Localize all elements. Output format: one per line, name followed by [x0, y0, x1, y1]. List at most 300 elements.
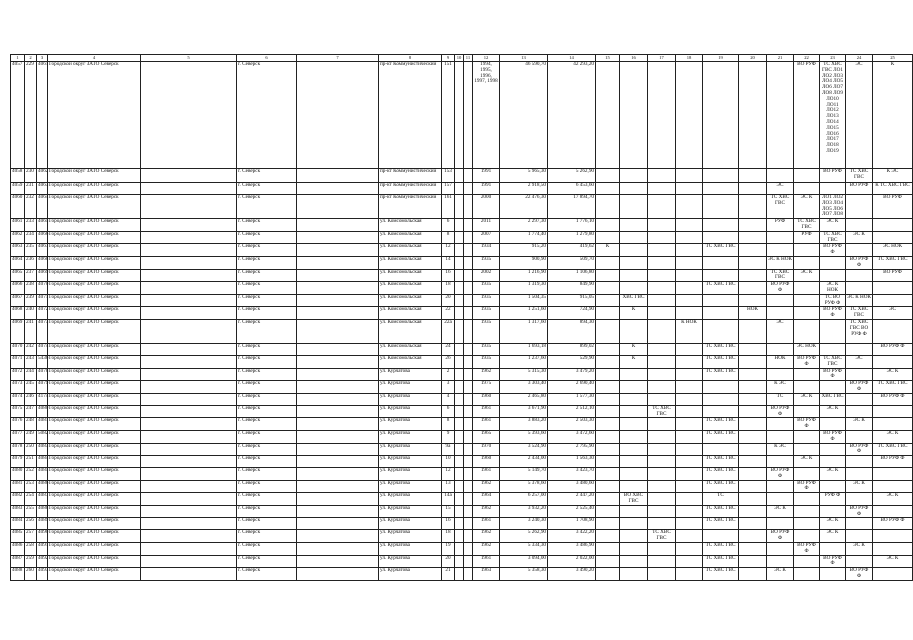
cell-house-number: 20 [442, 555, 455, 568]
cell-col22 [794, 405, 820, 418]
cell-col18 [676, 294, 703, 307]
cell-city: г. Северск [237, 319, 297, 343]
cell-total-area: 1 237,60 [500, 355, 548, 368]
cell-col20 [739, 555, 767, 568]
cell-living-area: 1 106,80 [548, 269, 596, 282]
cell-col16 [620, 319, 648, 343]
cell-col21: ТС ХВС ГВС [767, 269, 794, 282]
cell-build-year: 1964 [473, 493, 500, 506]
cell-col24: ВО РУФ Ф [846, 568, 873, 581]
cell-house-number: 18 [442, 282, 455, 295]
cell-total-area: 3 524,90 [500, 443, 548, 456]
cell-col7 [297, 381, 379, 394]
cell-col7 [297, 505, 379, 518]
cell-house-number: 12 [442, 468, 455, 481]
cell-col22 [794, 381, 820, 394]
table-row [11, 468, 913, 481]
cell-build-year: 1991 [473, 169, 500, 183]
header-cell: 16 [620, 55, 648, 62]
cell-col19: ТС ХВС ГВС [703, 456, 739, 468]
cell-col19 [703, 405, 739, 418]
cell-col19 [703, 195, 739, 219]
cell-col21: К ЭС [767, 381, 794, 394]
cell-col7 [297, 405, 379, 418]
cell-col10 [455, 195, 464, 219]
cell-col10 [455, 480, 464, 493]
cell-street: ул. Курчатова [379, 505, 442, 518]
cell-col17 [648, 282, 676, 295]
cell-col22 [794, 443, 820, 456]
cell-col17 [648, 355, 676, 368]
cell-col21 [767, 231, 794, 244]
cell-col25: ЭС К [873, 430, 913, 443]
cell-col5 [141, 355, 237, 368]
cell-col25: ТС ХВС ГВС [873, 443, 913, 456]
cell-col23: ВО РУФ Ф [820, 555, 846, 568]
cell-col20 [739, 244, 767, 257]
cell-col17 [648, 231, 676, 244]
cell-total-area: 3 932,20 [500, 505, 548, 518]
cell-reg-number: 4066 [11, 282, 25, 295]
cell-living-area: 5 262,90 [548, 169, 596, 183]
cell-col17 [648, 568, 676, 581]
cell-living-area: 3 486,90 [548, 543, 596, 556]
cell-owner-name: Городской округ ЗАТО Северск [48, 294, 141, 307]
cell-owner-name: Городской округ ЗАТО Северск [48, 269, 141, 282]
cell-reg-number: 4067 [11, 294, 25, 307]
cell-total-area: 5 315,30 [500, 368, 548, 381]
cell-col22: ВО РУФ [794, 62, 820, 169]
cell-col23 [820, 443, 846, 456]
cell-street: ул. Комсомольская [379, 307, 442, 320]
cell-col21 [767, 62, 794, 169]
cell-object-code: 4065 [37, 219, 48, 232]
cell-col18 [676, 568, 703, 581]
cell-col25 [873, 530, 913, 543]
cell-build-year: 1961 [473, 405, 500, 418]
cell-col17 [648, 307, 676, 320]
cell-reg-number: 4062 [11, 231, 25, 244]
cell-col16 [620, 543, 648, 556]
cell-col7 [297, 219, 379, 232]
cell-col17 [648, 319, 676, 343]
table-row [11, 355, 913, 368]
cell-col17 [648, 294, 676, 307]
cell-living-area: 1 577,30 [548, 393, 596, 405]
cell-row-number: 240 [25, 307, 37, 320]
cell-col10 [455, 169, 464, 183]
table-row [11, 169, 913, 183]
cell-owner-name: Городской округ ЗАТО Северск [48, 343, 141, 355]
cell-col23 [820, 381, 846, 394]
cell-col5 [141, 568, 237, 581]
cell-col24 [846, 343, 873, 355]
cell-col16 [620, 530, 648, 543]
cell-col19: ТС ХВС ГВС [703, 543, 739, 556]
cell-city: г. Северск [237, 418, 297, 431]
cell-col19: ТС ХВС ГВС [703, 518, 739, 530]
cell-col5 [141, 505, 237, 518]
cell-col25: ТС ХВС ГВС [873, 381, 913, 394]
cell-row-number: 231 [25, 183, 37, 195]
cell-build-year: 2007 [473, 231, 500, 244]
cell-col23 [820, 343, 846, 355]
cell-city: г. Северск [237, 393, 297, 405]
cell-owner-name: Городской округ ЗАТО Северск [48, 568, 141, 581]
cell-house-number: 9а [442, 443, 455, 456]
cell-reg-number: 4088 [11, 568, 25, 581]
cell-col7 [297, 319, 379, 343]
cell-col21: НОК [767, 355, 794, 368]
cell-col18 [676, 518, 703, 530]
cell-city: г. Северск [237, 505, 297, 518]
cell-col22 [794, 468, 820, 481]
cell-street: ул. Курчатова [379, 530, 442, 543]
cell-col11 [464, 456, 473, 468]
cell-reg-number: 4086 [11, 543, 25, 556]
cell-col10 [455, 282, 464, 295]
cell-street: ул. Курчатова [379, 468, 442, 481]
cell-total-area: 5 262,90 [500, 530, 548, 543]
cell-col10 [455, 269, 464, 282]
cell-col7 [297, 555, 379, 568]
cell-col21: ЭС К [767, 505, 794, 518]
cell-col11 [464, 231, 473, 244]
cell-col7 [297, 456, 379, 468]
cell-street: ул. Курчатова [379, 381, 442, 394]
cell-col21 [767, 418, 794, 431]
cell-owner-name: Городской округ ЗАТО Северск [48, 282, 141, 295]
cell-col22 [794, 493, 820, 506]
cell-col19: ТС ХВС ГВС [703, 430, 739, 443]
cell-col10 [455, 381, 464, 394]
cell-col11 [464, 195, 473, 219]
cell-reg-number: 4075 [11, 405, 25, 418]
cell-col17: ТС ХВС ГВС [648, 405, 676, 418]
cell-col5 [141, 368, 237, 381]
cell-col16 [620, 62, 648, 169]
cell-object-code: 4067 [37, 244, 48, 257]
cell-col20 [739, 368, 767, 381]
cell-col24: ВО РУФ Ф [846, 505, 873, 518]
cell-col18 [676, 430, 703, 443]
cell-living-area: 2 503,30 [548, 418, 596, 431]
cell-col23: ЭС К НОК [820, 282, 846, 295]
cell-object-code: 4071 [37, 294, 48, 307]
header-cell: 4 [48, 55, 141, 62]
table-row [11, 418, 913, 431]
cell-col19 [703, 256, 739, 269]
cell-street: ул. Комсомольская [379, 282, 442, 295]
cell-build-year: 1962 [473, 530, 500, 543]
table-row [11, 343, 913, 355]
cell-total-area: 5 378,60 [500, 480, 548, 493]
cell-col7 [297, 343, 379, 355]
cell-col5 [141, 493, 237, 506]
cell-object-code: 4093 [37, 568, 48, 581]
cell-col16 [620, 195, 648, 219]
cell-col5 [141, 381, 237, 394]
cell-reg-number: 4087 [11, 555, 25, 568]
cell-object-code: 4063 [37, 183, 48, 195]
cell-build-year: 1934 [473, 244, 500, 257]
cell-reg-number: 4064 [11, 256, 25, 269]
cell-build-year: 2002 [473, 269, 500, 282]
cell-owner-name: Городской округ ЗАТО Северск [48, 355, 141, 368]
cell-col16 [620, 269, 648, 282]
cell-col17 [648, 543, 676, 556]
cell-owner-name: Городской округ ЗАТО Северск [48, 468, 141, 481]
cell-col16 [620, 169, 648, 183]
cell-col11 [464, 381, 473, 394]
cell-col11 [464, 468, 473, 481]
table-row [11, 368, 913, 381]
cell-col10 [455, 256, 464, 269]
cell-col19: ТС ХВС ГВС [703, 368, 739, 381]
cell-col10 [455, 443, 464, 456]
cell-living-area: 2 022,00 [548, 555, 596, 568]
cell-owner-name: Городской округ ЗАТО Северск [48, 493, 141, 506]
cell-col10 [455, 418, 464, 431]
cell-col17 [648, 505, 676, 518]
cell-street: ул. Комсомольская [379, 269, 442, 282]
table-row [11, 256, 913, 269]
cell-col22 [794, 183, 820, 195]
cell-object-code: 4092 [37, 555, 48, 568]
cell-city: г. Северск [237, 282, 297, 295]
cell-build-year: 1935 [473, 282, 500, 295]
cell-house-number: 157 [442, 183, 455, 195]
table-row [11, 244, 913, 257]
cell-living-area: 1 563,30 [548, 456, 596, 468]
cell-row-number: 233 [25, 219, 37, 232]
cell-col5 [141, 555, 237, 568]
cell-object-code: 4070 [37, 282, 48, 295]
cell-col11 [464, 480, 473, 493]
cell-col15 [596, 543, 620, 556]
cell-reg-number: 4072 [11, 368, 25, 381]
cell-object-code: 4078 [37, 368, 48, 381]
cell-house-number: 21 [442, 568, 455, 581]
cell-col15 [596, 493, 620, 506]
cell-col22 [794, 530, 820, 543]
cell-street: ул. Курчатова [379, 393, 442, 405]
cell-build-year: 1970 [473, 443, 500, 456]
table-row [11, 530, 913, 543]
cell-owner-name: Городской округ ЗАТО Северск [48, 505, 141, 518]
cell-total-area: 1 774,40 [500, 231, 548, 244]
cell-col11 [464, 282, 473, 295]
cell-house-number: 20 [442, 294, 455, 307]
cell-house-number: 19 [442, 543, 455, 556]
cell-col15 [596, 294, 620, 307]
cell-house-number: 4 [442, 393, 455, 405]
cell-row-number: 257 [25, 530, 37, 543]
cell-col18 [676, 244, 703, 257]
cell-reg-number: 4074 [11, 393, 25, 405]
cell-col21: ТС [767, 393, 794, 405]
cell-col21: К ЭС [767, 443, 794, 456]
cell-col23: ВО РУФ Ф [820, 430, 846, 443]
cell-object-code: 4074 [37, 343, 48, 355]
cell-reg-number: 4069 [11, 319, 25, 343]
cell-col20 [739, 418, 767, 431]
cell-street: ул. Курчатова [379, 368, 442, 381]
cell-col20: НОК [739, 307, 767, 320]
cell-col24 [846, 456, 873, 468]
cell-owner-name: Городской округ ЗАТО Северск [48, 381, 141, 394]
cell-col5 [141, 418, 237, 431]
cell-col7 [297, 307, 379, 320]
cell-build-year: 2000 [473, 195, 500, 219]
cell-owner-name: Городской округ ЗАТО Северск [48, 480, 141, 493]
cell-living-area: 3 479,20 [548, 368, 596, 381]
cell-city: г. Северск [237, 343, 297, 355]
cell-house-number: 22а [442, 319, 455, 343]
cell-object-code: 4089 [37, 518, 48, 530]
cell-col22 [794, 430, 820, 443]
cell-owner-name: Городской округ ЗАТО Северск [48, 169, 141, 183]
cell-col17 [648, 418, 676, 431]
cell-row-number: 260 [25, 568, 37, 581]
cell-col21 [767, 368, 794, 381]
cell-col25 [873, 418, 913, 431]
cell-house-number: 15 [442, 505, 455, 518]
cell-city: г. Северск [237, 518, 297, 530]
cell-col18 [676, 505, 703, 518]
cell-object-code: 4174 [37, 393, 48, 405]
cell-col20 [739, 543, 767, 556]
cell-street: ул. Курчатова [379, 493, 442, 506]
cell-col25: ВО РУФ Ф [873, 518, 913, 530]
header-cell: 18 [676, 55, 703, 62]
cell-col18 [676, 456, 703, 468]
cell-col15 [596, 183, 620, 195]
cell-col15 [596, 468, 620, 481]
cell-col11 [464, 219, 473, 232]
cell-col21 [767, 430, 794, 443]
cell-living-area: 2 690,40 [548, 381, 596, 394]
cell-col17 [648, 343, 676, 355]
cell-col20 [739, 343, 767, 355]
cell-total-area: 3 240,30 [500, 518, 548, 530]
cell-col7 [297, 368, 379, 381]
cell-col21 [767, 543, 794, 556]
cell-col20 [739, 493, 767, 506]
cell-city: г. Северск [237, 195, 297, 219]
cell-reg-number: 4060 [11, 195, 25, 219]
cell-col21: ЭС К [767, 568, 794, 581]
cell-col7 [297, 430, 379, 443]
cell-total-area: 5 334,30 [500, 543, 548, 556]
cell-object-code: 4088 [37, 505, 48, 518]
cell-house-number: 16 [442, 269, 455, 282]
header-cell: 25 [873, 55, 913, 62]
cell-row-number: 229 [25, 62, 37, 169]
cell-col15 [596, 269, 620, 282]
cell-col15 [596, 231, 620, 244]
cell-col15 [596, 195, 620, 219]
cell-col15 [596, 368, 620, 381]
cell-col18 [676, 343, 703, 355]
cell-total-area: 900,90 [500, 256, 548, 269]
cell-col5 [141, 480, 237, 493]
cell-col16: К [620, 343, 648, 355]
header-cell: 5 [141, 55, 237, 62]
cell-col11 [464, 244, 473, 257]
cell-col7 [297, 568, 379, 581]
cell-total-area: 915,20 [500, 244, 548, 257]
cell-col19 [703, 530, 739, 543]
cell-city: г. Северск [237, 169, 297, 183]
cell-col11 [464, 355, 473, 368]
cell-col23 [820, 480, 846, 493]
cell-row-number: 243 [25, 355, 37, 368]
cell-reg-number: 4080 [11, 468, 25, 481]
cell-col10 [455, 355, 464, 368]
cell-total-area: 6 257,00 [500, 493, 548, 506]
cell-col22 [794, 244, 820, 257]
cell-col20 [739, 430, 767, 443]
cell-object-code: 4068 [37, 256, 48, 269]
cell-col22 [794, 307, 820, 320]
cell-street: ул. Комсомольская [379, 219, 442, 232]
cell-col20 [739, 456, 767, 468]
cell-col7 [297, 493, 379, 506]
cell-col10 [455, 530, 464, 543]
cell-reg-number: 4070 [11, 343, 25, 355]
table-row [11, 443, 913, 456]
table-row [11, 381, 913, 394]
cell-col7 [297, 468, 379, 481]
cell-col22 [794, 555, 820, 568]
cell-col10 [455, 456, 464, 468]
cell-col5 [141, 468, 237, 481]
cell-col7 [297, 183, 379, 195]
cell-build-year: 1962 [473, 368, 500, 381]
cell-city: г. Северск [237, 368, 297, 381]
cell-build-year: 1935 [473, 294, 500, 307]
cell-owner-name: Городской округ ЗАТО Северск [48, 555, 141, 568]
cell-total-area: 2 465,80 [500, 393, 548, 405]
cell-col19 [703, 219, 739, 232]
header-cell: 22 [794, 55, 820, 62]
cell-col23: ЭС К [820, 405, 846, 418]
table-row [11, 282, 913, 295]
cell-col25: ЭС К [873, 368, 913, 381]
cell-house-number: 14а [442, 493, 455, 506]
cell-col19: ТС ХВС ГВС [703, 468, 739, 481]
cell-col11 [464, 307, 473, 320]
cell-build-year: 1963 [473, 568, 500, 581]
cell-living-area: 6 453,60 [548, 183, 596, 195]
cell-house-number: 6 [442, 405, 455, 418]
cell-col15 [596, 456, 620, 468]
cell-col22: ЭС К [794, 456, 820, 468]
cell-col20 [739, 468, 767, 481]
cell-col23: ЭС К [820, 468, 846, 481]
cell-col24 [846, 219, 873, 232]
cell-col25: ЭС К [873, 555, 913, 568]
cell-reg-number: 4059 [11, 183, 25, 195]
cell-col5 [141, 430, 237, 443]
header-cell: 12 [473, 55, 500, 62]
cell-col15 [596, 256, 620, 269]
cell-col25: ВО РУФ [873, 269, 913, 282]
cell-col23: ТС ВО РУФ Ф [820, 294, 846, 307]
cell-col24 [846, 430, 873, 443]
cell-owner-name: Городской округ ЗАТО Северск [48, 62, 141, 169]
